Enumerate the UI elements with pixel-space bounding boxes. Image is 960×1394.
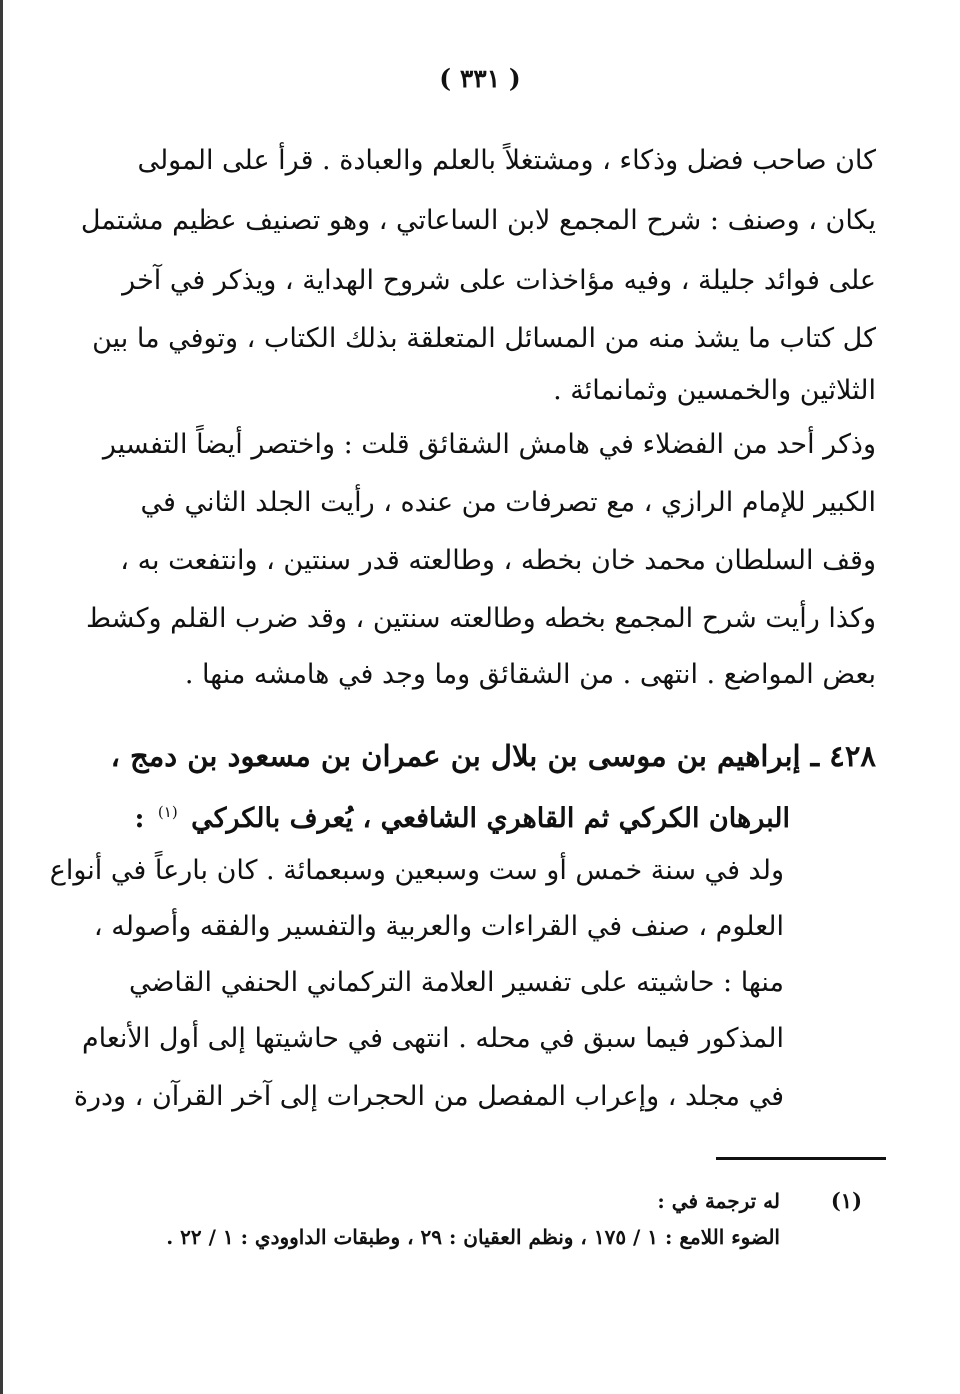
footnote-marker: (١) [830, 1188, 862, 1213]
body-line: الثلاثين والخمسين وثمانمائة . [553, 375, 876, 406]
entry-line: العلوم ، صنف في القراءات والعربية والتفسير والفقه وأصوله ، [93, 911, 784, 942]
entry-subheading [134, 791, 790, 835]
page-edge [0, 0, 3, 1394]
body-line: وذكر أحد من الفضلاء في هامش الشقائق قلت : واختصر أيضاً التفسير [102, 429, 876, 460]
entry-line: في مجلد ، وإعراب المفصل من الحجرات إلى آخر القرآن ، ودرة [73, 1081, 784, 1112]
body-line: على فوائد جليلة ، وفيه مؤاخذات على شروح الهداية ، ويذكر في آخر [122, 265, 876, 296]
entry-line: ولد في سنة خمس أو ست وسبعين وسبعمائة . كان بارعاً في أنواع [49, 855, 784, 886]
entry-subheading-text: البرهان الكركي ثم القاهري الشافعي ، يُعرف بالكركي [191, 803, 790, 834]
body-line: وكذا رأيت شرح المجمع بخطه وطالعته سنتين ، وقد ضرب القلم وكشط [85, 603, 876, 634]
entry-line: منها : حاشيته على تفسير العلامة التركماني الحنفي القاضي [128, 967, 784, 998]
footnote-line: الضوء اللامع : ١ / ١٧٥ ، ونظم العقيان : ٢٩ ، وطبقات الداوودي : ١ / ٢٢ . [166, 1225, 780, 1249]
body-line: كل كتاب ما يشذ منه من المسائل المتعلقة بذلك الكتاب ، وتوفي ما بين [92, 323, 876, 354]
body-line: الكبير للإمام الرازي ، مع تصرفات من عنده ، رأيت الجلد الثاني في [140, 487, 876, 518]
page-number: ( ٣٣١ ) [439, 64, 521, 93]
body-line: يكان ، وصنف : شرح المجمع لابن الساعاتي ، وهو تصنيف عظيم مشتمل [80, 205, 876, 236]
entry-heading: ٤٢٨ ـ إبراهيم بن موسى بن بلال بن عمران بن مسعود بن دمج ، [110, 739, 876, 773]
entry-subheading-colon: : [134, 803, 145, 834]
footnote-line: له ترجمة في : [657, 1189, 780, 1213]
body-line: وقف السلطان محمد خان بخطه ، وطالعته قدر سنتين ، وانتفعت به ، [120, 545, 876, 576]
body-line: بعض المواضع . انتهى . من الشقائق وما وجد في هامشه منها . [184, 659, 876, 690]
body-line: كان صاحب فضل وذكاء ، ومشتغلاً بالعلم والعبادة . قرأ على المولى [137, 145, 876, 176]
footnote-reference: (١) [157, 803, 178, 821]
footnote-divider [716, 1157, 886, 1160]
entry-line: المذكور فيما سبق في محله . انتهى في حاشيتها إلى أول الأنعام [81, 1023, 784, 1054]
